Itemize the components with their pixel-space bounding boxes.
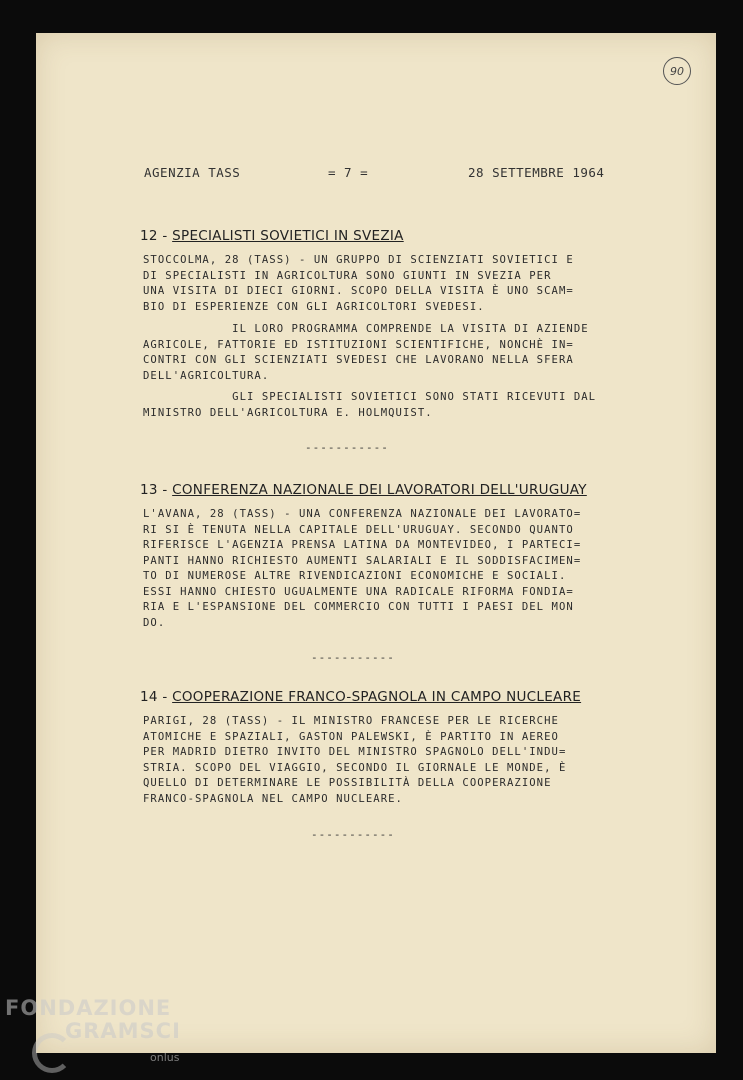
section-heading: COOPERAZIONE FRANCO-SPAGNOLA IN CAMPO NUCLEARE (172, 689, 582, 705)
watermark (5, 997, 181, 1043)
section-14-title (140, 689, 581, 705)
section-12-paragraph-3: GLI SPECIALISTI SOVIETICI SONO STATI RICEVUTI DAL MINISTRO DELL'AGRICOLTURA E. HOLMQUIST. (143, 391, 597, 419)
section-heading: CONFERENZA NAZIONALE DEI LAVORATORI DELL'URUGUAY (172, 482, 587, 498)
header-date: 28 SETTEMBRE 1964 (468, 165, 605, 180)
section-13-title (140, 482, 587, 498)
section-heading: SPECIALISTI SOVIETICI IN SVEZIA (172, 228, 404, 244)
section-12-paragraph-1: STOCCOLMA, 28 (TASS) - UN GRUPPO DI SCIENZIATI SOVIETICI E DI SPECIALISTI IN AGRICOLTURA SONO GIUNTI IN SVEZIA PER UNA VISITA DI DIECI GIORNI. SCOPO DELLA VISITA È UNO SCAM= BIO DI ESPERIENZE CON GLI AGRICOLTORI SVEDESI. (143, 254, 574, 313)
section-13-paragraph-1: L'AVANA, 28 (TASS) - UNA CONFERENZA NAZIONALE DEI LAVORATO= RI SI È TENUTA NELLA CAPITALE DELL'URUGUAY. SECONDO QUANTO RIFERISCE L'AGENZIA PRENSA LATINA DA MONTEVIDEO, I PARTECI= PANTI HANNO RICHIESTO AUMENTI SALARIALI E IL SODDISFACIMEN= TO DI NUMEROSE ALTRE RIVENDICAZIONI ECONOMICHE E SOCIALI. ESSI HANNO CHIESTO UGUALMENTE UNA RADICALE RIFORMA FONDIA= RIA E L'ESPANSIONE DEL COMMERCIO CON TUTTI I PAESI DEL MON DO. (143, 508, 582, 629)
section-12-paragraph-2: IL LORO PROGRAMMA COMPRENDE LA VISITA DI AZIENDE AGRICOLE, FATTORIE ED ISTITUZIONI SCIENTIFICHE, NONCHÈ IN= CONTRI CON GLI SCIENZIATI SVEDESI CHE LAVORANO NELLA SFERA DELL'AGRICOLTURA. (143, 323, 589, 382)
section-12-title (140, 228, 404, 244)
separator: ----------- (305, 441, 389, 454)
section-number: 13 - (140, 482, 173, 498)
watermark-sub: onlus (150, 1051, 180, 1064)
header-page: = 7 = (328, 165, 369, 180)
separator: ----------- (311, 651, 395, 664)
section-14-paragraph-1: PARIGI, 28 (TASS) - IL MINISTRO FRANCESE PER LE RICERCHE ATOMICHE E SPAZIALI, GASTON PALEWSKI, È PARTITO IN AEREO PER MADRID DIETRO INVITO DEL MINISTRO SPAGNOLO DELL'INDU= STRIA. SCOPO DEL VIAGGIO, SECONDO IL GIORNALE LE MONDE, È QUELLO DI DETERMINARE LE POSSIBILITÀ DELLA COOPERAZIONE FRANCO-SPAGNOLA NEL CAMPO NUCLEARE. (143, 715, 567, 805)
page-number-stamp: 90 (663, 57, 691, 85)
section-number: 14 - (140, 689, 173, 705)
watermark-line-2: GRAMSCI (65, 1019, 181, 1043)
watermark-line-1: FONDAZIONE (5, 996, 172, 1020)
section-number: 12 - (140, 228, 173, 244)
separator: ----------- (311, 828, 395, 841)
header-agency: AGENZIA TASS (144, 165, 241, 180)
